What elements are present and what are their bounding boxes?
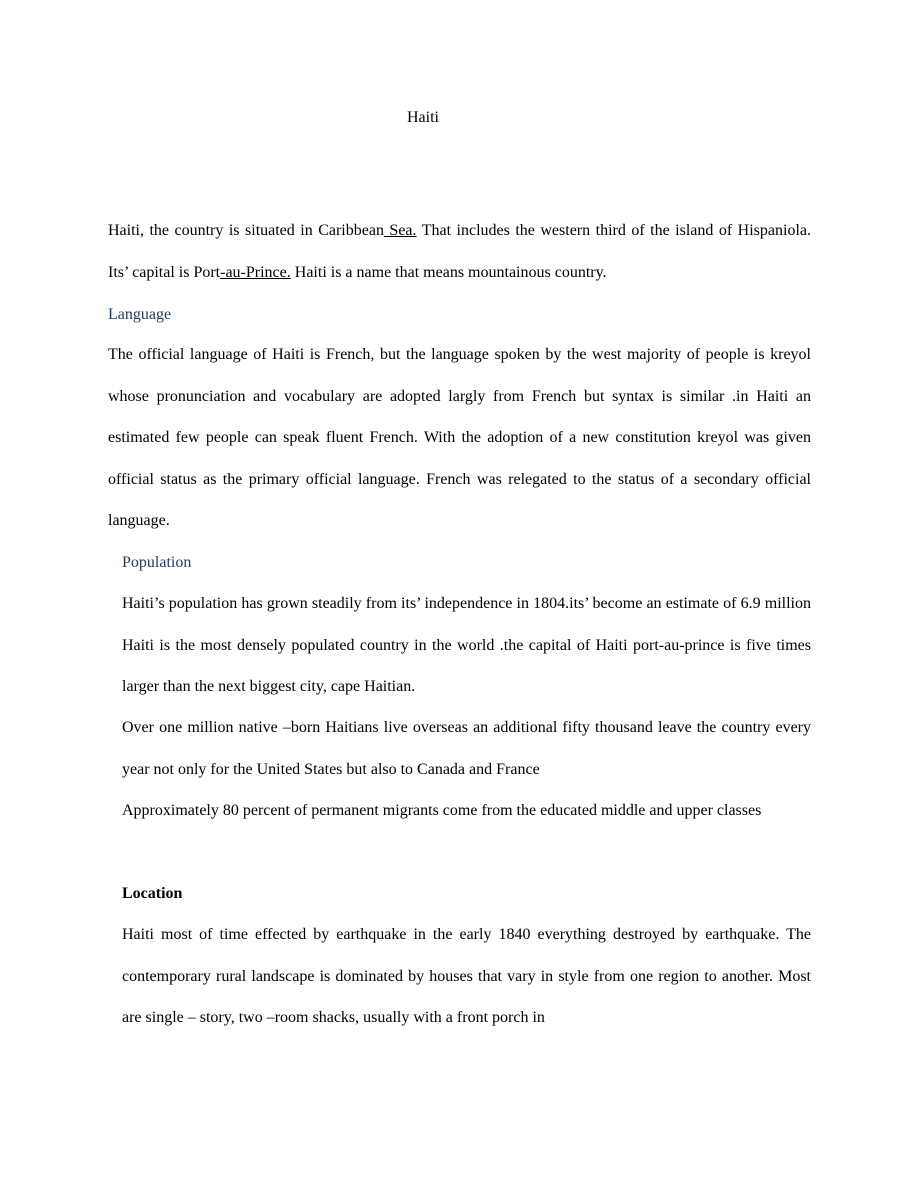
- document-title: Haiti: [407, 109, 439, 126]
- intro-paragraph: [108, 210, 811, 293]
- population-paragraph-2: Over one million native –born Haitians live overseas an additional fifty thousand leave the country every year not only for the United States but also to Canada and France: [122, 719, 811, 778]
- intro-link-sea: Sea.: [383, 222, 417, 239]
- location-paragraph: Haiti most of time effected by earthquake in the early 1840 everything destroyed by earthquake. The contemporary rural landscape is dominated by houses that vary in style from one region to another. Most are single – story, two –room shacks, usually with a front porch in: [122, 926, 811, 1026]
- intro-link-capital: -au-Prince.: [220, 263, 291, 281]
- language-paragraph: The official language of Haiti is French, but the language spoken by the west majority of people is kreyol whose pronunciation and vocabulary are adopted largly from French but syntax is similar .in Haiti an estimated few people can speak fluent French. With the adoption of a new constitution kreyol was given official status as the primary official language. French was relegated to the status of a secondary official language.: [108, 346, 811, 529]
- location-heading: Location: [122, 885, 183, 902]
- population-paragraph-1: Haiti’s population has grown steadily from its’ independence in 1804.its’ become an estimate of 6.9 million Haiti is the most densely populated country in the world .the capital of Haiti port-au-prince is five times larger than the next biggest city, cape Haitian.: [122, 595, 811, 695]
- intro-text-a: Haiti, the country is situated in Caribbean: [108, 222, 384, 239]
- language-heading: Language: [108, 306, 172, 323]
- intro-text-b: That includes the western third of the island of Hispaniola. Its’ capital is Port: [108, 222, 811, 281]
- population-paragraph-3: Approximately 80 percent of permanent migrants come from the educated middle and upper classes: [122, 802, 762, 819]
- intro-text-c: Haiti is a name that means mountainous country.: [290, 263, 607, 281]
- population-heading: Population: [122, 554, 192, 571]
